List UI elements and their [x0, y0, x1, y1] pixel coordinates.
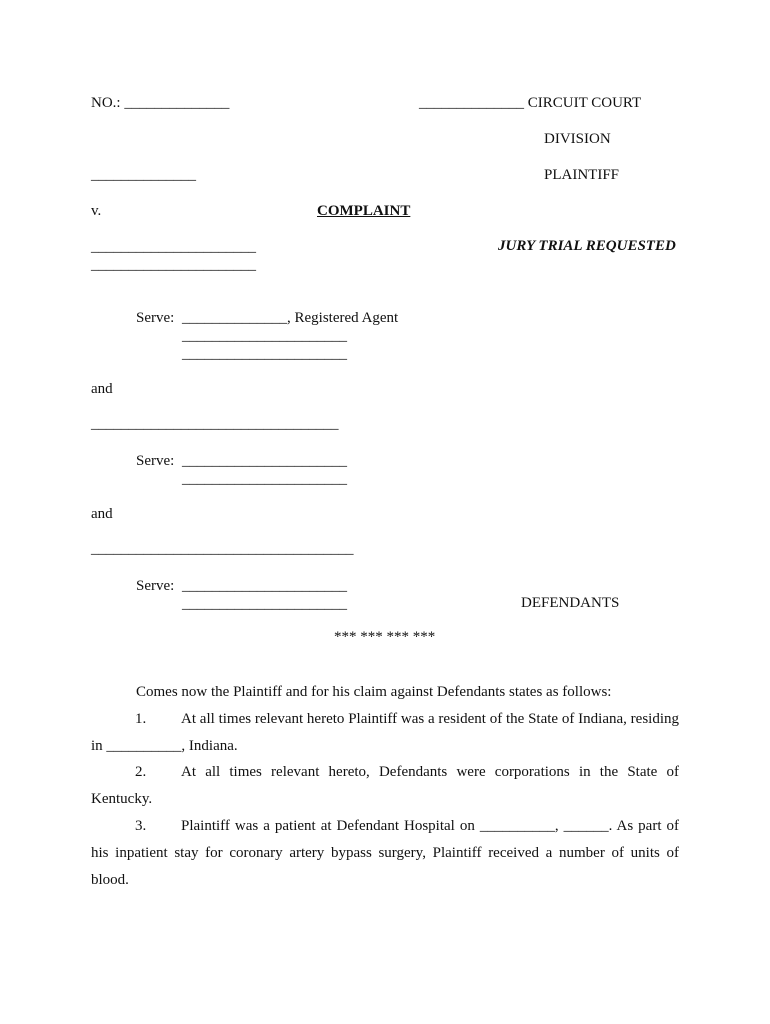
document-title: COMPLAINT	[317, 203, 411, 219]
division-label: DIVISION	[544, 131, 611, 147]
intro-sentence: Comes now the Plaintiff and for his claim against Defendants states as follows:	[136, 684, 612, 700]
versus-label: v.	[91, 203, 102, 219]
defendant-3-line: ___________________________________	[91, 541, 354, 557]
plaintiff-label: PLAINTIFF	[544, 167, 620, 183]
serve-1-label: Serve:	[136, 310, 175, 326]
paragraph-1-text: At all times relevant hereto Plaintiff was a resident of the State of Indiana, residing in __________, Indiana.	[91, 711, 679, 754]
serve-2-address-line-1: ______________________	[182, 453, 347, 469]
paragraph-3-number: 3.	[135, 818, 147, 834]
paragraph-2-text: At all times relevant hereto, Defendants were corporations in the State of Kentucky.	[91, 764, 679, 807]
serve-2-address-line-2: ______________________	[182, 471, 347, 487]
serve-3-address-line-1: ______________________	[182, 578, 347, 594]
serve-1-address-line-1: ______________________	[182, 328, 347, 344]
paragraph-2	[91, 759, 679, 813]
serve-1-registered-agent: ______________, Registered Agent	[182, 310, 399, 326]
paragraph-1	[91, 706, 679, 760]
court-name: ______________ CIRCUIT COURT	[419, 95, 642, 111]
defendant-2-line: _________________________________	[91, 416, 339, 432]
defendant-1-line-1: ______________________	[91, 239, 256, 255]
paragraph-1-number: 1.	[135, 711, 147, 727]
serve-2-label: Serve:	[136, 453, 175, 469]
paragraph-3-text: Plaintiff was a patient at Defendant Hospital on __________, ______. As part of his inpatient stay for coronary artery bypass surgery, Plaintiff received a number of units of blood.	[91, 818, 679, 888]
serve-3-address-line-2: ______________________	[182, 596, 347, 612]
plaintiff-name-blank: ______________	[91, 167, 196, 183]
section-separator: *** *** *** ***	[334, 629, 436, 645]
and-connector-2: and	[91, 506, 113, 522]
defendant-1-line-2: ______________________	[91, 257, 256, 273]
jury-trial-requested: JURY TRIAL REQUESTED	[498, 238, 676, 254]
paragraph-3	[91, 813, 679, 894]
defendants-label: DEFENDANTS	[521, 595, 620, 611]
paragraph-2-number: 2.	[135, 764, 147, 780]
serve-1-address-line-2: ______________________	[182, 346, 347, 362]
case-number: NO.: ______________	[91, 95, 230, 111]
serve-3-label: Serve:	[136, 578, 175, 594]
and-connector-1: and	[91, 381, 113, 397]
